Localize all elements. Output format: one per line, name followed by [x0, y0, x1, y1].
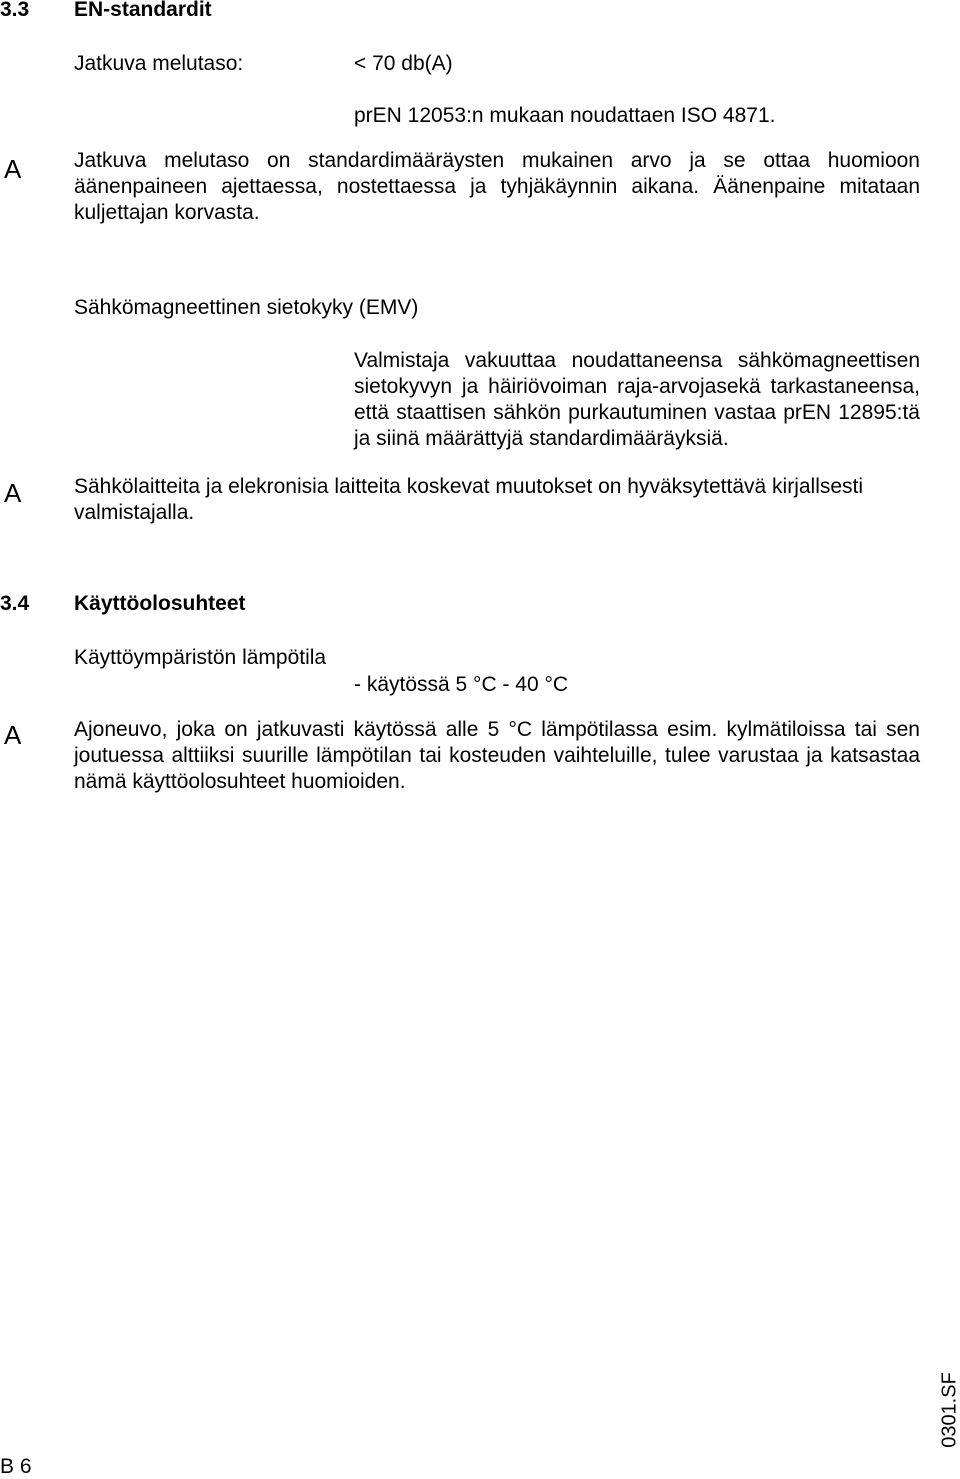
document-code [933, 1360, 960, 1460]
noise-standard: prEN 12053:n mukaan noudattaen ISO 4871. [354, 104, 775, 128]
emv-paragraph: Valmistaja vakuuttaa noudattaneensa sähkömagneettisen sietokyvyn ja häiriövoiman raja-arvojasekä tarkastaneensa, että staattisen sähkön purkautuminen vastaa prEN 12895:tä ja siinä määrättyjä standardimääräyksiä. [354, 348, 920, 452]
note-marker: A [4, 154, 21, 185]
temperature-value: - käytössä 5 °C - 40 °C [354, 673, 568, 697]
document-code-text: 0301.SF [939, 1372, 960, 1448]
temperature-label: Käyttöympäristön lämpötila [74, 646, 326, 670]
noise-paragraph: Jatkuva melutaso on standardimääräysten mukainen arvo ja se ottaa huomioon äänenpaineen ajettaessa, nostettaessa ja tyhjäkäynnin aikana. Äänenpaine mitataan kuljettajan korvasta. [74, 148, 920, 226]
page-number: B 6 [0, 1455, 32, 1479]
section-title: Käyttöolosuhteet [74, 592, 246, 616]
note-marker: A [4, 478, 21, 509]
electrical-paragraph: Sähkölaitteita ja elekronisia laitteita koskevat muutokset on hyväksytettävä kirjallsesti valmistajalla. [74, 474, 934, 526]
section-number: 3.4 [0, 592, 29, 616]
conditions-paragraph: Ajoneuvo, joka on jatkuvasti käytössä alle 5 °C lämpötilassa esim. kylmätiloissa tai sen joutuessa alttiiksi suurille lämpötilan tai kosteuden vaihteluille, tulee varustaa ja katsastaa nämä käyttöolosuhteet huomioiden. [74, 717, 920, 795]
note-marker: A [4, 720, 21, 751]
emv-heading: Sähkömagneettinen sietokyky (EMV) [74, 296, 418, 320]
noise-value: < 70 db(A) [354, 52, 453, 76]
noise-label: Jatkuva melutaso: [74, 52, 243, 76]
section-title: EN-standardit [74, 0, 212, 22]
section-number: 3.3 [0, 0, 29, 22]
